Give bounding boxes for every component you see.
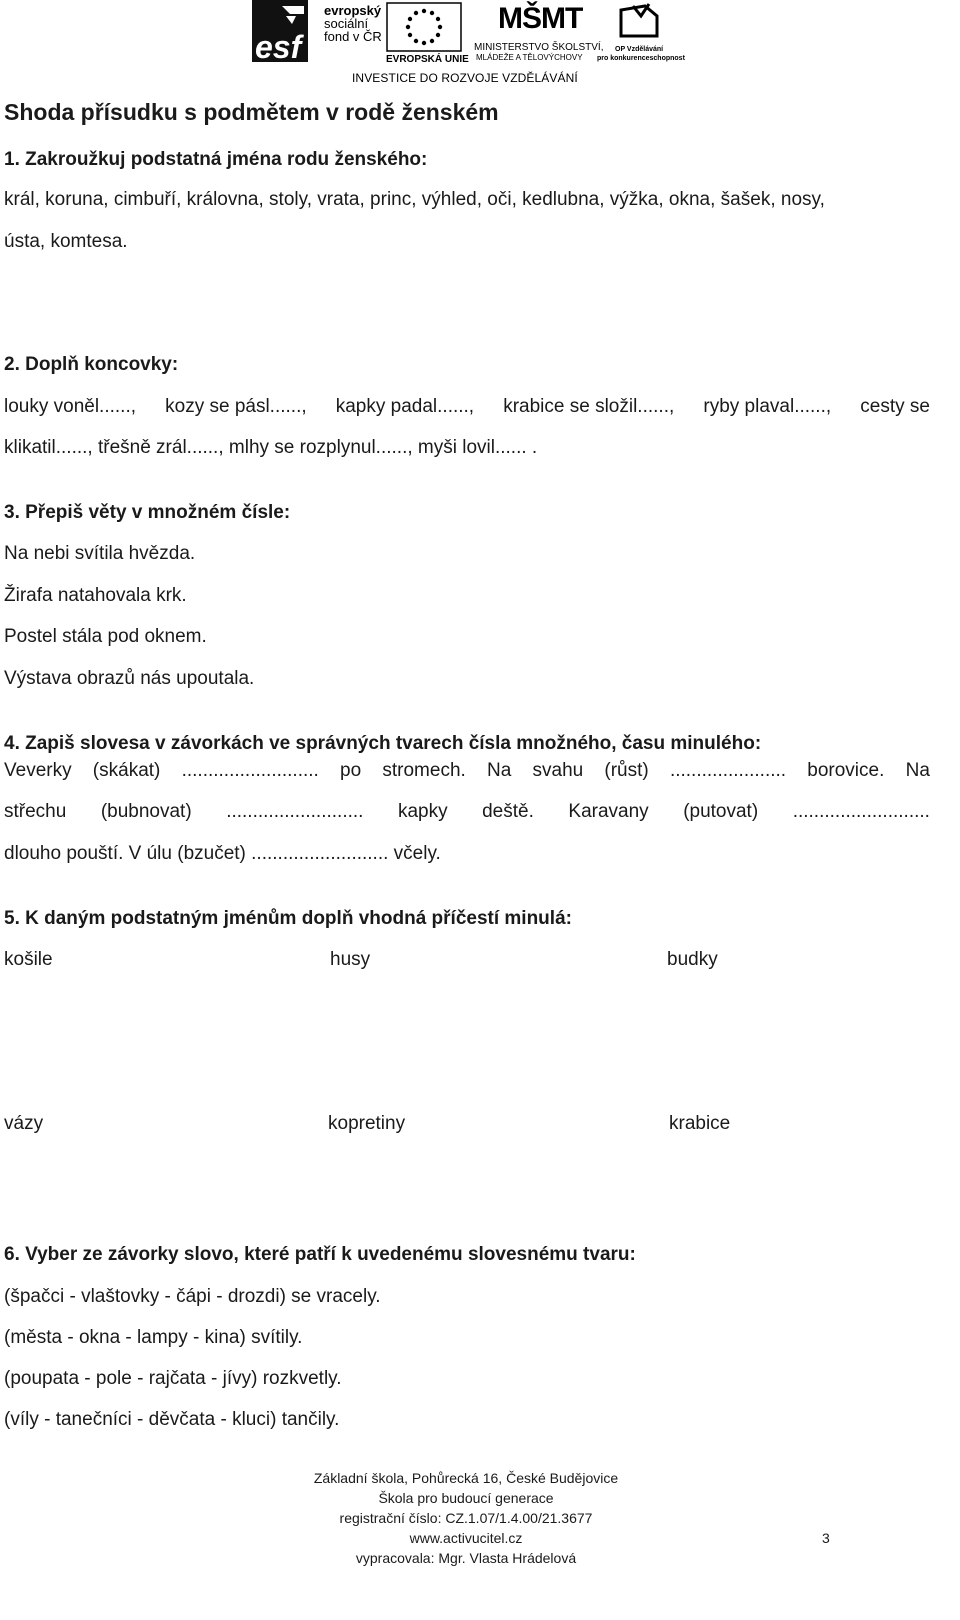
investice-label: INVESTICE DO ROZVOJE VZDĚLÁVÁNÍ: [352, 71, 578, 85]
task4-word: stromech.: [382, 760, 466, 781]
esf-line3: fond v ČR: [324, 29, 382, 44]
esf-label: [324, 4, 382, 43]
task4-blank: ..........................: [226, 801, 364, 822]
task4-heading: 4. Zapiš slovesa v závorkách ve správných tvarech čísla množného, času minulého:: [4, 733, 762, 754]
task5-noun: krabice: [669, 1113, 731, 1134]
task4-word: střechu: [4, 801, 67, 822]
logo-bar: [252, 0, 685, 88]
msmt-line2: MLÁDEŽE A TĚLOVÝCHOVY: [476, 53, 583, 62]
task6-line: (špačci - vlaštovky - čápi - drozdi) se vracely.: [4, 1286, 381, 1307]
task2-line2: klikatil......, třešně zrál......, mlhy se rozplynul......, myši lovil...... .: [4, 437, 538, 458]
eu-logo: [386, 2, 469, 66]
task2-item: kapky padal......,: [335, 396, 475, 417]
task1-line2: ústa, komtesa.: [4, 231, 128, 252]
page-number: 3: [822, 1530, 830, 1546]
task4-word: (skákat): [92, 760, 161, 781]
task2-item: ryby plaval......,: [703, 396, 832, 417]
esf-big-text: esf: [255, 29, 302, 62]
task3-sentence: Výstava obrazů nás upoutala.: [4, 668, 255, 689]
task5-noun: košile: [4, 949, 53, 970]
msmt-logo: [474, 0, 604, 64]
task3-sentence: Na nebi svítila hvězda.: [4, 543, 196, 564]
task4-blank: ......................: [669, 760, 787, 781]
task4-line1: [4, 760, 930, 782]
task2-item: krabice se složil......,: [503, 396, 675, 417]
op-logo: [597, 2, 685, 64]
task5-heading: 5. K daným podstatným jménům doplň vhodná příčestí minulá:: [4, 908, 572, 929]
task2-line1: [4, 396, 930, 418]
task4-word: svahu: [532, 760, 584, 781]
task4-line2: [4, 801, 930, 823]
task4-word: deště.: [482, 801, 534, 822]
task6-line: (víly - tanečníci - děvčata - kluci) tančily.: [4, 1409, 340, 1430]
esf-line2: sociální: [324, 16, 369, 31]
task4-word: (putovat): [683, 801, 759, 822]
task2-heading: 2. Doplň koncovky:: [4, 354, 179, 375]
task5-noun: husy: [330, 949, 371, 970]
msmt-big: MŠMT: [498, 2, 583, 35]
task6-line: (poupata - pole - rajčata - jívy) rozkvetly.: [4, 1368, 342, 1389]
msmt-line1: MINISTERSTVO ŠKOLSTVÍ,: [474, 42, 604, 53]
footer-line5: vypracovala: Mgr. Vlasta Hrádelová: [355, 1550, 577, 1566]
task4-word: borovice.: [807, 760, 885, 781]
footer-line3: registrační číslo: CZ.1.07/1.4.00/21.3677: [339, 1510, 593, 1526]
task6-heading: 6. Vyber ze závorky slovo, které patří k uvedenému slovesnému tvaru:: [4, 1244, 636, 1265]
op-line1: OP Vzdělávání: [615, 46, 664, 53]
task2-item: kozy se pásl......,: [165, 396, 307, 417]
task2-item: louky voněl......,: [4, 396, 137, 417]
task2-item: cesty se: [860, 396, 930, 417]
task5-noun: budky: [667, 949, 718, 970]
task3-sentence: Žirafa natahovala krk.: [4, 585, 187, 606]
task3-sentence: Postel stála pod oknem.: [4, 626, 207, 647]
task4-word: Na: [487, 760, 512, 781]
task4-blank: ..........................: [181, 760, 319, 781]
task4-blank: ..........................: [792, 801, 930, 822]
task4-word: (bubnovat): [100, 801, 192, 822]
task3-heading: 3. Přepiš věty v množném čísle:: [4, 502, 291, 523]
task4-word: Veverky: [4, 760, 72, 781]
esf-line1: evropský: [324, 3, 382, 18]
task4-word: po: [340, 760, 362, 781]
page-title: Shoda přísudku s podmětem v rodě ženském: [4, 99, 499, 125]
task5-noun: vázy: [4, 1113, 44, 1134]
footer-line2: Škola pro budoucí generace: [378, 1490, 554, 1506]
task5-noun: kopretiny: [328, 1113, 406, 1134]
task6-line: (města - okna - lampy - kina) svítily.: [4, 1327, 303, 1348]
esf-emblem-icon: [252, 0, 308, 62]
eu-label: EVROPSKÁ UNIE: [386, 54, 469, 65]
esf-logo: [252, 0, 382, 62]
task4-word: Karavany: [568, 801, 649, 822]
task1-line1: král, koruna, cimbuří, královna, stoly, vrata, princ, výhled, oči, kedlubna, výžka, okna, šašek, nosy,: [4, 189, 825, 210]
op-line2: pro konkurenceschopnost: [597, 55, 685, 62]
op-emblem-icon: [615, 2, 663, 42]
eu-flag-icon: [386, 2, 462, 52]
footer-line1: Základní škola, Pohůrecká 16, České Budějovice: [313, 1470, 619, 1486]
task4-word: Na: [905, 760, 930, 781]
task1-heading: 1. Zakroužkuj podstatná jména rodu ženského:: [4, 149, 428, 170]
footer-line4: www.activucitel.cz: [409, 1530, 523, 1546]
task4-line3: dlouho pouští. V úlu (bzučet) .......................... včely.: [4, 843, 441, 864]
task4-word: kapky: [397, 801, 448, 822]
task4-word: (růst): [604, 760, 649, 781]
